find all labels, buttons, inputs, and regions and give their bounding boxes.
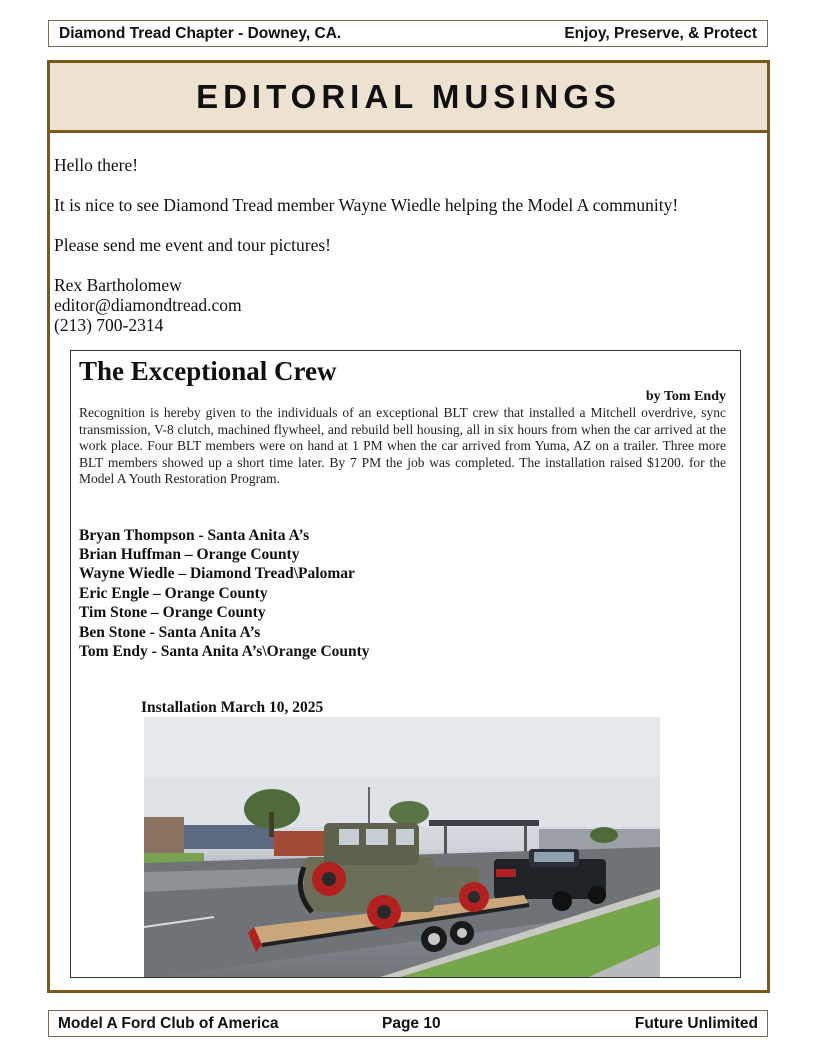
- greeting: Hello there!: [54, 155, 139, 175]
- model-a-on-trailer-photo: [144, 717, 660, 978]
- footer-slogan: Future Unlimited: [634, 1014, 758, 1032]
- intro-line-2: Please send me event and tour pictures!: [54, 235, 331, 255]
- article-box: [70, 350, 741, 978]
- signature-email[interactable]: editor@diamondtread.com: [54, 295, 242, 315]
- header-motto: Enjoy, Preserve, & Protect: [564, 24, 757, 42]
- footer-club: Model A Ford Club of America: [58, 1014, 279, 1032]
- intro-line-1: It is nice to see Diamond Tread member Wayne Wiedle helping the Model A community!: [54, 195, 679, 215]
- crew-member: Tom Endy - Santa Anita A’s\Orange County: [79, 642, 370, 660]
- signature-name: Rex Bartholomew: [54, 275, 182, 295]
- crew-member: Wayne Wiedle – Diamond Tread\Palomar: [79, 565, 355, 583]
- crew-member: Eric Engle – Orange County: [79, 584, 268, 602]
- crew-member: Ben Stone - Santa Anita A’s: [79, 623, 261, 641]
- crew-member: Bryan Thompson - Santa Anita A’s: [79, 526, 310, 544]
- article-body: Recognition is hereby given to the individuals of an exceptional BLT crew that installed a Mitchell overdrive, sync transmission, V-8 clutch, machined flywheel, and rebuild bell housing, all in six hours from when the car arrived at the work place. Four BLT members were on hand at 1 PM when the car arrived from Yuma, AZ on a trailer. Three more BLT members showed up a short time later. By 7 PM the job was completed. The installation raised $1200. for the Model A Youth Restoration Program.: [79, 405, 726, 486]
- crew-list: [79, 526, 726, 662]
- page-header: [48, 20, 768, 47]
- editorial-intro: [54, 155, 678, 335]
- photo-caption: Installation March 10, 2025: [141, 699, 324, 717]
- article-title: The Exceptional Crew: [79, 356, 337, 386]
- crew-member: Tim Stone – Orange County: [79, 604, 266, 622]
- header-chapter: Diamond Tread Chapter - Downey, CA.: [59, 24, 342, 42]
- signature-phone: (213) 700-2314: [54, 315, 164, 335]
- crew-member: Brian Huffman – Orange County: [79, 545, 300, 563]
- installation-photo: [144, 717, 660, 978]
- editorial-frame: [47, 60, 770, 993]
- article-byline: by Tom Endy: [645, 389, 726, 404]
- section-title: EDITORIAL MUSINGS: [50, 63, 767, 133]
- page-footer: [48, 1010, 768, 1037]
- page-number: Page 10: [382, 1014, 441, 1032]
